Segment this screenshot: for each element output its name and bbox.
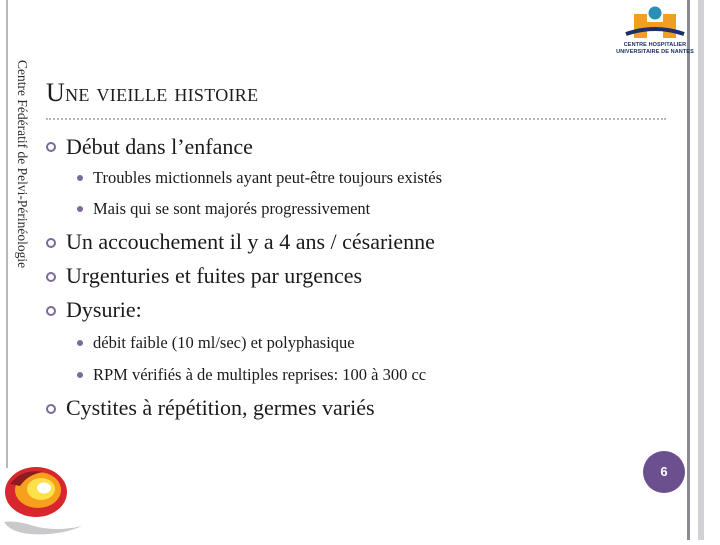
swirl-logo-icon [0, 462, 90, 540]
sub-bullet-4-1: débit faible (10 ml/sec) et polyphasique [93, 333, 355, 352]
sub-bullet-1-1: Troubles mictionnels ayant peut-être toujours existés [93, 168, 443, 187]
vertical-side-label: Centre Fédératif de Pelvi-Périnéologie [15, 60, 30, 269]
bullet-4: Dysurie: [66, 297, 142, 322]
slide-title: Une vieille histoire [46, 78, 259, 107]
sub-bullet-icon [77, 206, 83, 212]
logo-text-line-1: CENTRE HOSPITALIER [623, 42, 687, 48]
sub-bullet-1-2: Mais qui se sont majorés progressivement [93, 199, 371, 218]
chu-nantes-logo [614, 2, 696, 56]
sub-bullet-icon [77, 340, 83, 346]
bullet-icon [46, 404, 56, 414]
bullet-icon [46, 272, 56, 282]
right-border-band [698, 0, 704, 540]
page-number: 6 [643, 451, 685, 493]
bullet-1: Début dans l’enfance [66, 134, 253, 159]
pelvi-perineology-logo [0, 462, 90, 540]
bullet-icon [46, 306, 56, 316]
sub-bullet-icon [77, 175, 83, 181]
bullet-2: Un accouchement il y a 4 ans / césarienne [66, 229, 435, 254]
bullet-icon [46, 238, 56, 248]
logo-text-line-2: UNIVERSITAIRE DE NANTES [616, 49, 694, 55]
title-underline [46, 118, 666, 120]
bullet-icon [46, 142, 56, 152]
sub-bullet-4-2: RPM vérifiés à de multiples reprises: 100 à 300 cc [93, 365, 427, 384]
chu-logo-icon [614, 2, 696, 42]
sub-bullet-icon [77, 372, 83, 378]
bullet-5: Cystites à répétition, germes variés [66, 395, 375, 420]
left-border-rule [6, 0, 8, 468]
right-border-rule [687, 0, 690, 540]
bullet-3: Urgenturies et fuites par urgences [66, 263, 363, 288]
